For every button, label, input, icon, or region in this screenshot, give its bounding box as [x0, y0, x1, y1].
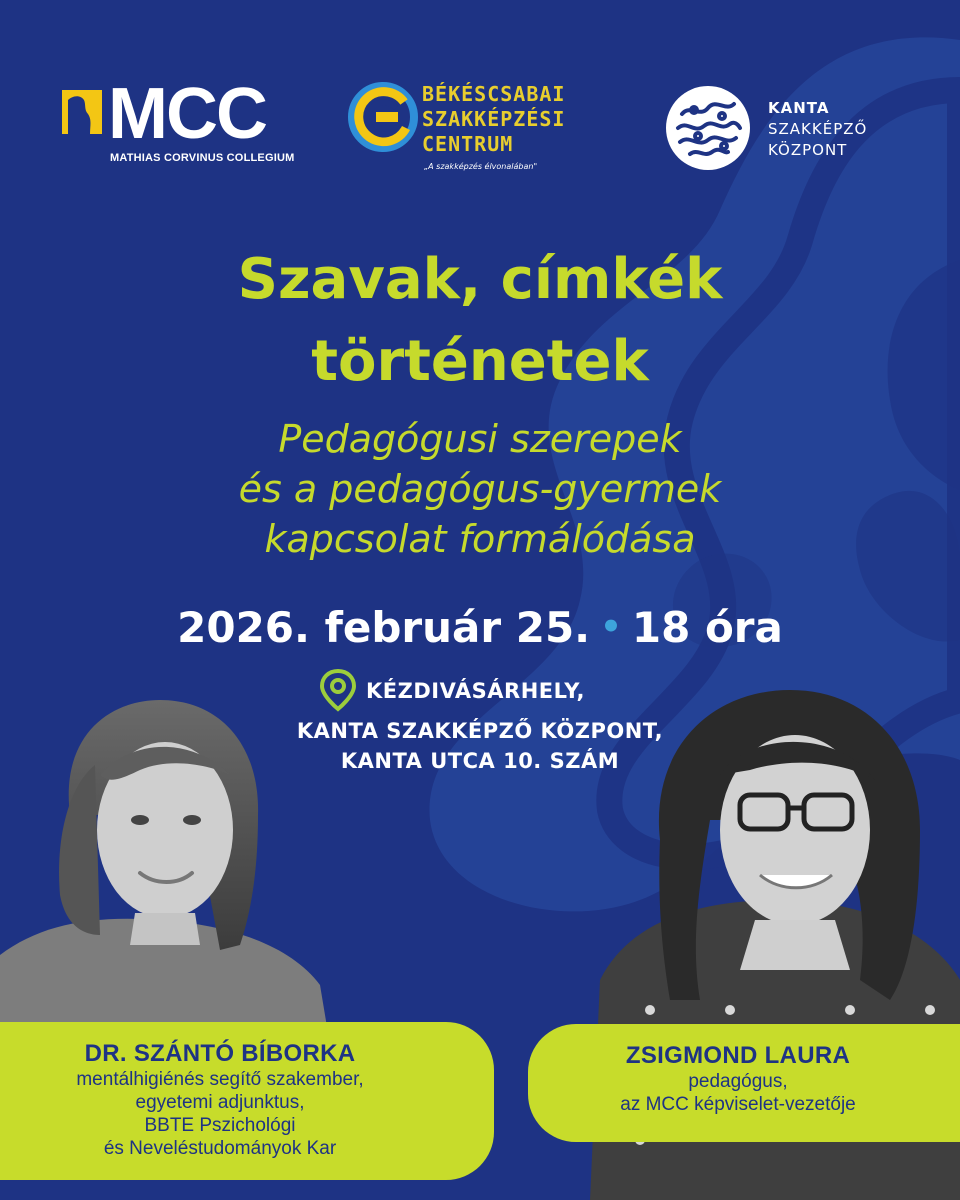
kanta-line-3: KÖZPONT [768, 141, 848, 159]
bszc-logo [348, 82, 628, 182]
mcc-logo [62, 74, 312, 172]
subtitle-line-3: kapcsolat formálódása [264, 517, 696, 561]
subtitle-line-1: Pedagógusi szerepek [278, 417, 682, 461]
bszc-line-3: CENTRUM [422, 132, 514, 156]
speaker-1-role-1: mentálhigiénés segítő szakember, [76, 1069, 364, 1090]
kanta-pattern-icon [664, 84, 752, 172]
speaker-1-role-2: egyetemi adjunktus, [135, 1092, 305, 1113]
speaker-2-role-2: az MCC képviselet-vezetője [620, 1094, 856, 1115]
datetime-separator: • [600, 607, 622, 647]
event-date: 2026. február 25. [177, 603, 591, 652]
location-venue: KANTA SZAKKÉPZŐ KÖZPONT, [296, 719, 664, 743]
location-city: KÉZDIVÁSÁRHELY, [366, 679, 585, 703]
title-line-1: Szavak, címkék [237, 247, 723, 312]
mcc-subtitle: MATHIAS CORVINUS COLLEGIUM [110, 152, 295, 164]
subtitle-line-2: és a pedagógus-gyermek [238, 467, 722, 511]
speaker-1-role-4: és Neveléstudományok Kar [103, 1138, 337, 1159]
speaker-2-role-1: pedagógus, [688, 1071, 788, 1092]
speaker-1-portrait [0, 695, 330, 1045]
mcc-profile-icon [62, 90, 102, 134]
mcc-wordmark: MCC [108, 74, 266, 154]
location-address: KANTA UTCA 10. SZÁM [340, 749, 620, 773]
bszc-tagline: „A szakképzés élvonalában" [424, 162, 538, 171]
speaker-1-role-3: BBTE Pszichológi [144, 1115, 296, 1136]
kanta-line-1: KANTA [768, 99, 830, 117]
kanta-line-2: SZAKKÉPZŐ [768, 120, 868, 138]
speaker-2-card [528, 1024, 960, 1142]
kanta-logo [664, 84, 914, 174]
bszc-name [422, 82, 565, 157]
kanta-name [768, 98, 867, 161]
speaker-2-name: ZSIGMOND LAURA [625, 1042, 851, 1069]
bszc-line-1: BÉKÉSCSABAI [422, 82, 566, 106]
title-line-2: történetek [311, 329, 649, 394]
event-time: 18 óra [631, 603, 783, 652]
event-datetime [0, 600, 960, 659]
bszc-swirl-icon [348, 82, 418, 152]
speaker-1-name: DR. SZÁNTÓ BÍBORKA [84, 1040, 356, 1067]
bszc-line-2: SZAKKÉPZÉSI [422, 107, 566, 131]
speaker-1-card [0, 1022, 494, 1180]
